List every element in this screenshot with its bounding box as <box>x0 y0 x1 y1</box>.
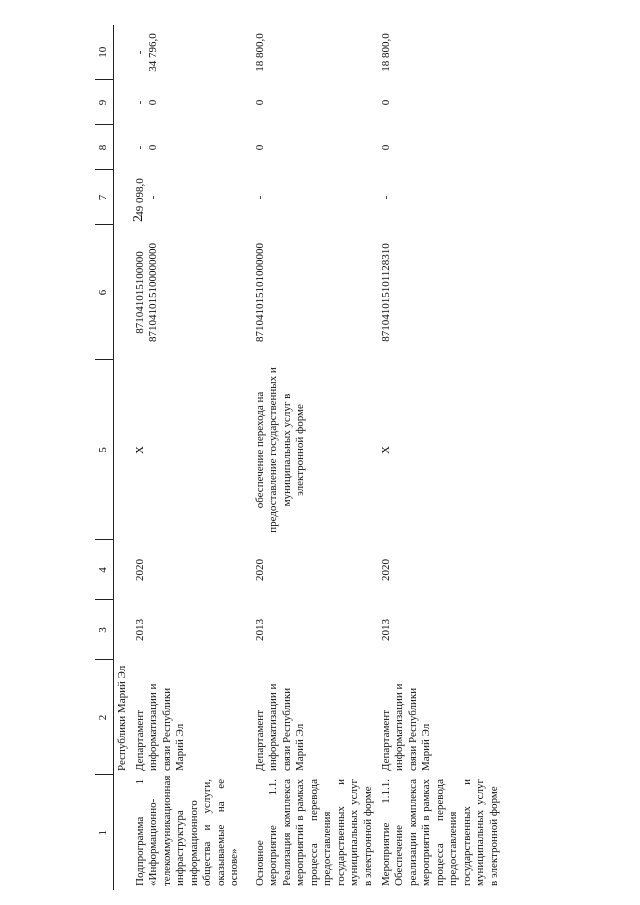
expected-result: обеспечение перехода на предоставление государственных и муниципальных услуг в электронной форме <box>253 367 306 533</box>
value: - <box>147 195 159 200</box>
col9-values <box>378 80 508 125</box>
page-number: 2 <box>131 215 146 222</box>
value: - <box>379 195 392 200</box>
continuation-row <box>114 25 132 890</box>
budget-codes <box>378 225 508 360</box>
col10-values <box>252 25 378 80</box>
rotated-table-frame <box>95 25 625 890</box>
col10-values <box>378 25 508 80</box>
end-year: 2020 <box>133 559 146 581</box>
value: - <box>133 50 146 55</box>
start-year: 2013 <box>133 619 146 641</box>
budget-codes <box>252 225 378 360</box>
value: - <box>133 145 146 150</box>
activity-name: Мероприятие 1.1.1. Обеспечение реализации комплекса мероприятий в рамках процесса перевода предоставления государственных и муниципальных услуг в электронной форме <box>379 779 500 886</box>
table-row <box>252 25 378 890</box>
column-number-header <box>95 25 114 890</box>
end-year: 2020 <box>379 559 392 581</box>
value: 0 <box>253 99 266 106</box>
executor: Департамент информатизации и связи Республики Марий Эл <box>253 683 306 771</box>
col8-values <box>252 125 378 170</box>
value: 0 <box>147 99 159 106</box>
col7-values <box>252 170 378 225</box>
col8-values <box>132 125 252 170</box>
col-header-9: 9 <box>95 80 114 125</box>
col9-values <box>252 80 378 125</box>
value: 0 <box>253 144 266 151</box>
value: 0 <box>379 99 392 106</box>
table-row <box>378 25 508 890</box>
col-header-6: 6 <box>95 225 114 360</box>
table-row <box>132 25 252 890</box>
col7-values <box>132 170 252 225</box>
col-header-2: 2 <box>95 660 114 775</box>
col7-values <box>378 170 508 225</box>
value: 34 796,0 <box>147 33 159 72</box>
executor: Департамент информатизации и связи Республики Марий Эл <box>379 683 432 771</box>
col-header-3: 3 <box>95 600 114 660</box>
col9-values <box>132 80 252 125</box>
program-name: Подпрограмма 1 «Информационно-телекоммуникационная инфраструктура информационного общества и услуги, оказываемые на ее основе» <box>133 775 240 886</box>
col-header-5: 5 <box>95 360 114 540</box>
budget-code: 871041015101000000 <box>253 243 266 342</box>
continuation-org: Республики Марий Эл <box>116 665 128 771</box>
value: 49 098,0 <box>133 178 146 217</box>
value: - <box>133 100 146 105</box>
budget-code: 871041015100000000 <box>147 243 159 342</box>
col8-values <box>378 125 508 170</box>
value: 18 800,0 <box>379 33 392 72</box>
col-header-4: 4 <box>95 540 114 600</box>
budget-code: 871041015101128310 <box>379 243 392 342</box>
value: 18 800,0 <box>253 33 266 72</box>
col-header-10: 10 <box>95 25 114 80</box>
expected-result: Х <box>133 446 146 454</box>
col-header-7: 7 <box>95 170 114 225</box>
value: 0 <box>147 144 159 151</box>
start-year: 2013 <box>379 619 392 641</box>
expected-result: Х <box>379 446 392 454</box>
col10-values <box>132 25 252 80</box>
budget-code: 871041015100000 <box>133 251 146 334</box>
activity-name: Основное мероприятие 1.1. Реализация комплекса мероприятий в рамках процесса перевода предоставления государственных и муниципальных услуг в электронной форме <box>253 779 374 886</box>
program-table <box>95 25 508 890</box>
value: - <box>253 195 266 200</box>
col-header-8: 8 <box>95 125 114 170</box>
col-header-1: 1 <box>95 775 114 890</box>
budget-codes <box>132 225 252 360</box>
value: 0 <box>379 144 392 151</box>
start-year: 2013 <box>253 619 266 641</box>
executor: Департамент информатизации и связи Республики Марий Эл <box>133 683 186 771</box>
end-year: 2020 <box>253 559 266 581</box>
